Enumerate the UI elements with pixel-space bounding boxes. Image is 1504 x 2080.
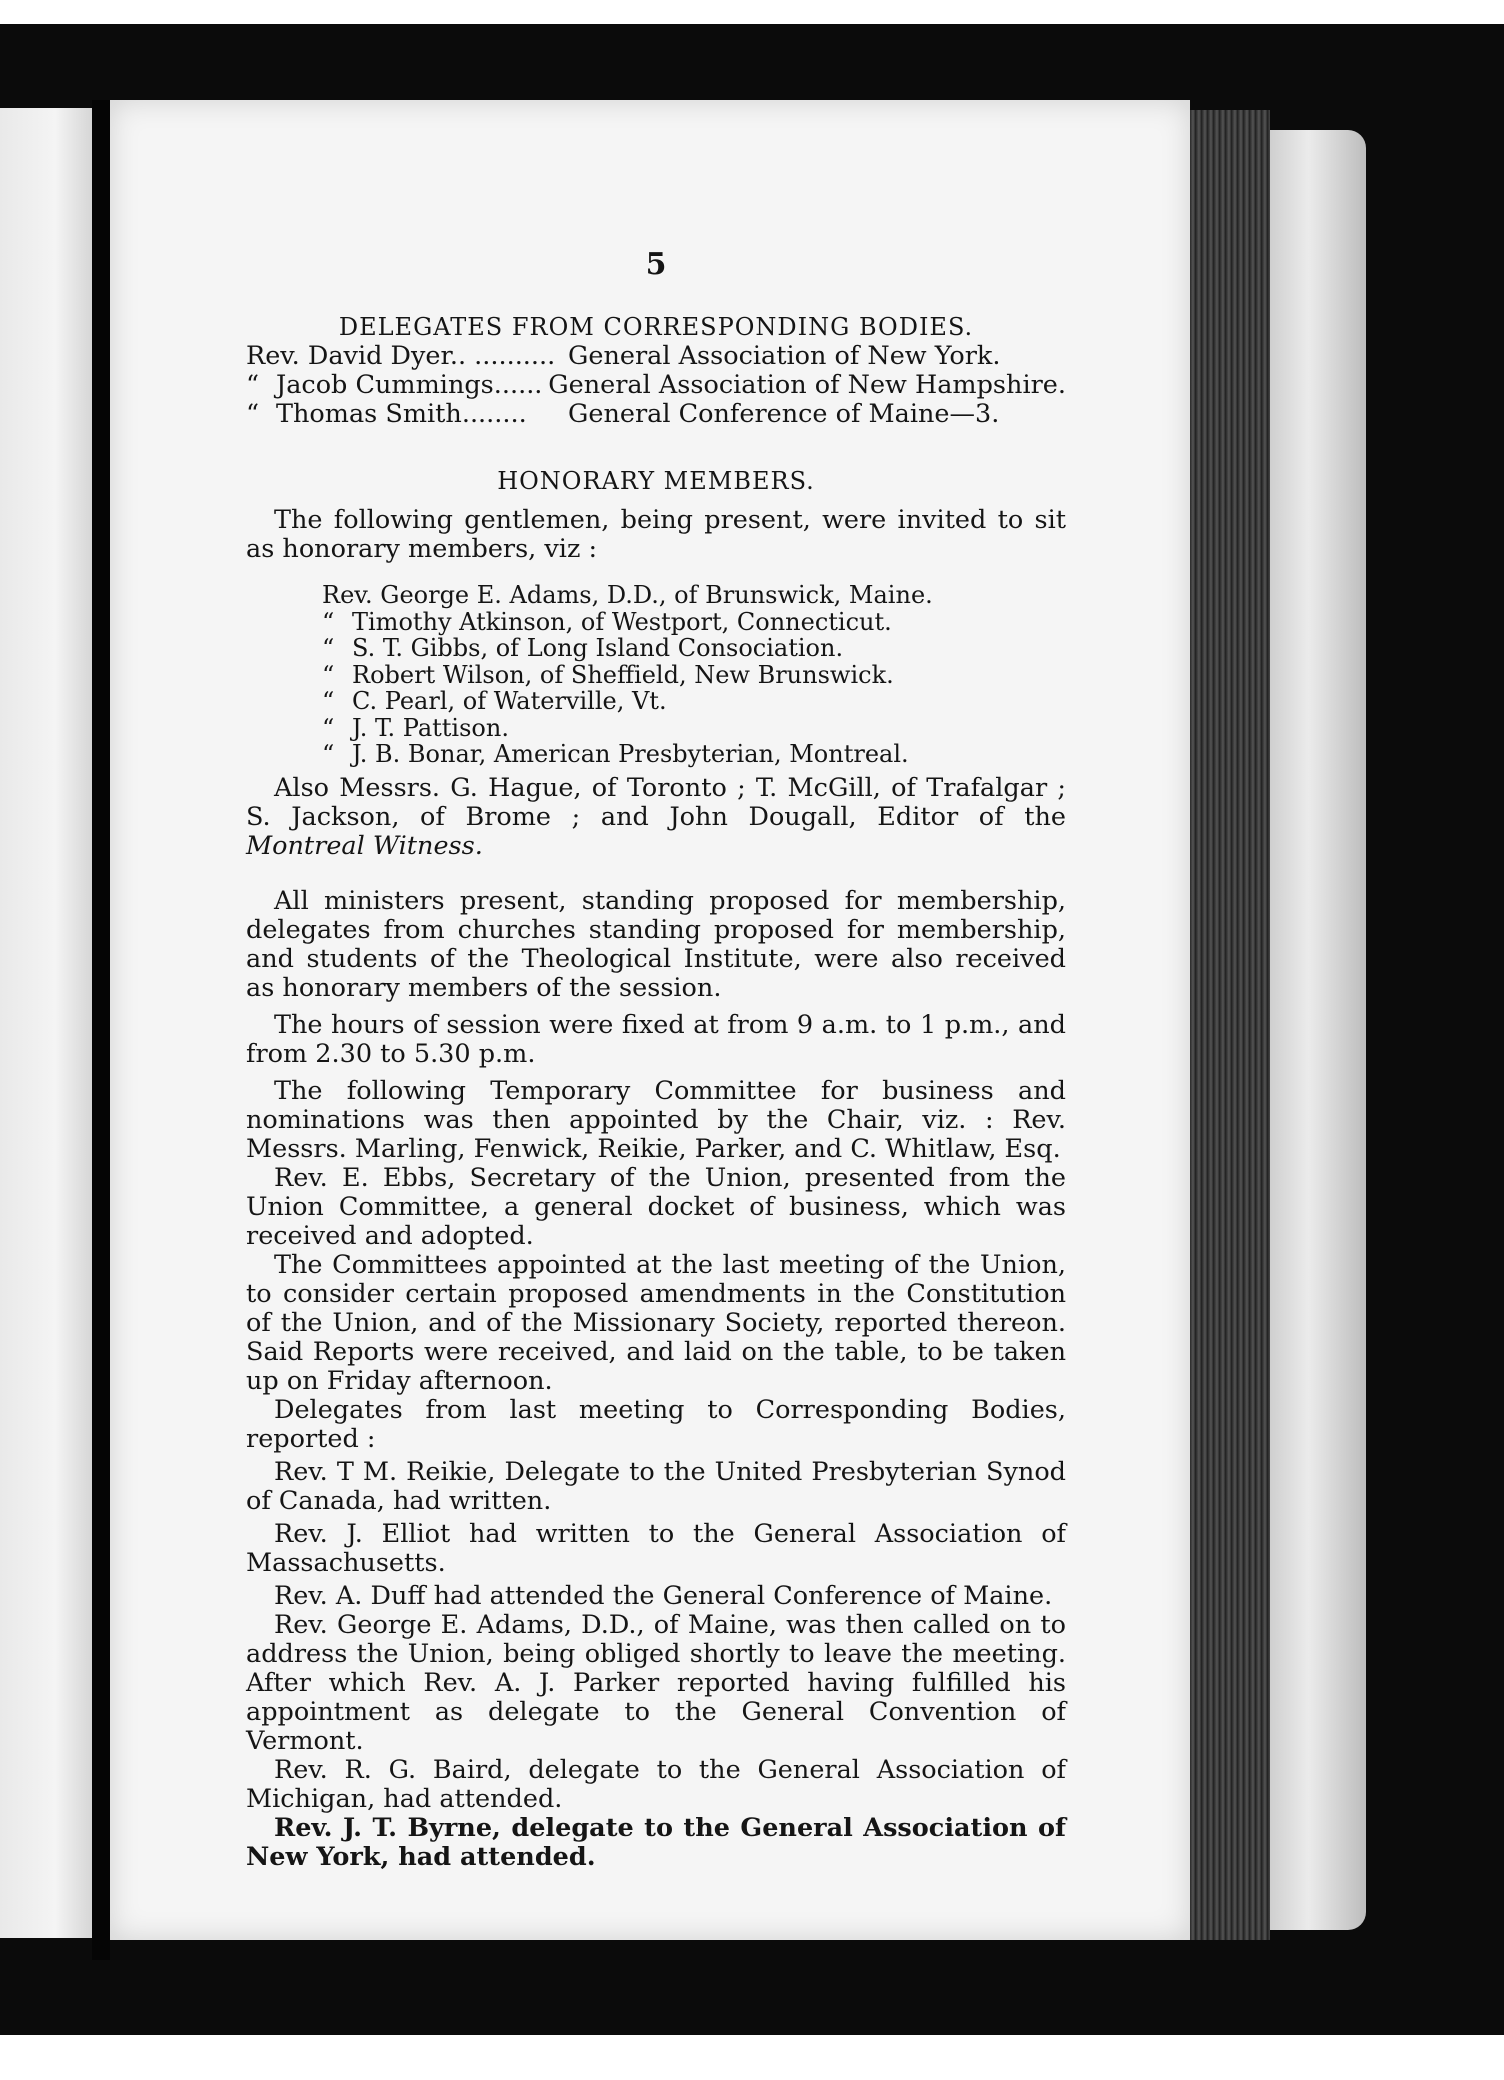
member-name: Timothy Atkinson, of Westport, Connecticut. (352, 607, 892, 636)
honorary-intro: The following gentlemen, being present, were invited to sit as honorary members, viz : (246, 505, 1066, 564)
member-name: C. Pearl, of Waterville, Vt. (352, 687, 667, 715)
paragraph-duff: Rev. A. Duff had attended the General Conference of Maine. (274, 1580, 1053, 1611)
paragraph-byrne: Rev. J. T. Byrne, delegate to the General Association of New York, had attended. (246, 1812, 1066, 1872)
facing-page-edge (0, 108, 92, 1938)
member-row (322, 582, 1066, 609)
delegates-list (246, 342, 1066, 429)
member-name: George E. Adams, D.D., of Brunswick, Maine. (380, 581, 933, 609)
member-row (322, 741, 1066, 768)
member-name: S. T. Gibbs, of Long Island Consociation. (352, 634, 844, 662)
ditto-mark: “ (322, 687, 335, 715)
member-row (322, 662, 1066, 689)
ditto-mark: “ (322, 740, 335, 768)
ditto-mark: “ (322, 713, 335, 742)
also-messrs-paragraph: Also Messrs. G. Hague, of Toronto ; T. McGill, of Trafalgar ; S. Jackson, of Brome ; and John Dougall, Editor of the Montreal Witness. (246, 772, 1066, 861)
delegate-body: General Association of New Hampshire. (548, 370, 1066, 400)
delegate-name: Thomas Smith........ (276, 400, 527, 429)
paragraph-elliot: Rev. J. Elliot had written to the General Association of Massachusetts. (246, 1518, 1066, 1578)
delegate-name: Jacob Cummings...... (276, 371, 543, 400)
member-row (322, 635, 1066, 662)
book-gutter (92, 100, 110, 1960)
member-name: J. B. Bonar, American Presbyterian, Montreal. (352, 740, 909, 768)
paragraph-baird: Rev. R. G. Baird, delegate to the General Association of Michigan, had attended. (246, 1754, 1066, 1814)
delegate-name: David Dyer.. .......... (307, 342, 556, 371)
member-name: Robert Wilson, of Sheffield, New Brunswick. (352, 660, 894, 689)
delegate-prefix: Rev. (246, 342, 300, 371)
delegate-body: General Conference of Maine—3. (568, 399, 1000, 429)
member-row (322, 609, 1066, 636)
honorary-members-list (322, 582, 1066, 768)
paragraph-ministers: All ministers present, standing proposed for membership, delegates from churches standing proposed for membership, and students of the Theological Institute, were also received as honorary members of the session. (246, 885, 1066, 1003)
paragraph-adams: Rev. George E. Adams, D.D., of Maine, was then called on to address the Union, being obliged shortly to leave the meeting. After which Rev. A. J. Parker reported having fulfilled his appointment as delegate to the General Convention of Vermont. (246, 1609, 1066, 1756)
newspaper-title: Montreal Witness. (246, 830, 483, 861)
paragraph-hours: The hours of session were fixed at from 9 a.m. to 1 p.m., and from 2.30 to 5.30 p.m. (246, 1009, 1066, 1069)
delegate-body: General Association of New York. (568, 341, 1001, 371)
ditto-mark: “ (322, 660, 335, 689)
page-text (246, 247, 1066, 1872)
paragraph-reikie: Rev. T M. Reikie, Delegate to the United Presbyterian Synod of Canada, had written. (246, 1456, 1066, 1516)
ditto-mark: “ (246, 400, 260, 429)
delegates-heading: DELEGATES FROM CORRESPONDING BODIES. (338, 313, 974, 341)
paragraph-committees: The Committees appointed at the last meeting of the Union, to consider certain proposed amendments in the Constitution of the Union, and of the Missionary Society, reported thereon. Said Reports were received, and laid on the table, to be taken up on Friday afternoon. (246, 1249, 1066, 1396)
ditto-mark: “ (322, 607, 335, 636)
paragraph-temporary-committee: The following Temporary Committee for business and nominations was then appointed by the Chair, viz. : Rev. Messrs. Marling, Fenwick, Reikie, Parker, and C. Whitlaw, Esq. (246, 1075, 1066, 1164)
paragraph-delegates-reported: Delegates from last meeting to Corresponding Bodies, reported : (246, 1394, 1066, 1454)
ditto-mark: “ (322, 634, 335, 662)
delegate-row (246, 371, 1066, 400)
member-prefix: Rev. (322, 581, 373, 609)
member-row (322, 715, 1066, 742)
delegate-row (246, 342, 1066, 371)
book-cover-edge (1270, 130, 1366, 1930)
member-name: J. T. Pattison. (352, 713, 509, 742)
honorary-heading: HONORARY MEMBERS. (497, 467, 815, 495)
page-block-edge (1190, 110, 1270, 1940)
page-number: 5 (645, 247, 667, 282)
paragraph-docket: Rev. E. Ebbs, Secretary of the Union, presented from the Union Committee, a general docket of business, which was received and adopted. (246, 1162, 1066, 1251)
ditto-mark: “ (246, 371, 260, 400)
delegate-row (246, 400, 1066, 429)
member-row (322, 688, 1066, 715)
